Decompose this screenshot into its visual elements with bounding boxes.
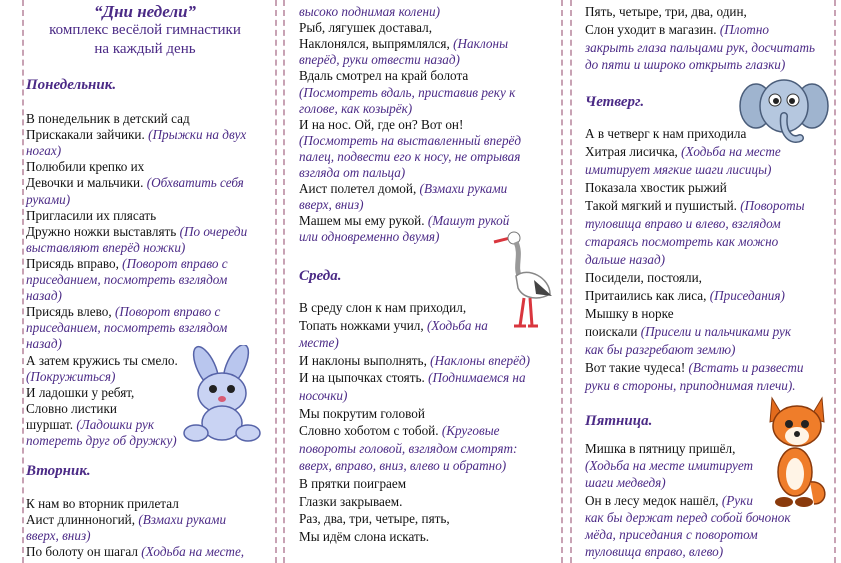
exercise-text: Притаились как лиса, xyxy=(585,288,710,303)
exercise-text: Показала хвостик рыжий xyxy=(585,180,727,195)
exercise-text: Слон уходит в магазин. xyxy=(585,21,720,37)
exercise-text: А в четверг к нам приходила xyxy=(585,126,747,141)
fox-icon xyxy=(762,392,832,510)
exercise-text: Пять, четыре, три, два, один, xyxy=(585,4,747,19)
text-line xyxy=(585,198,805,214)
exercise-text: Раз, два, три, четыре, пять, xyxy=(299,511,450,527)
text-line xyxy=(26,288,62,304)
text-line xyxy=(26,208,156,224)
text-line xyxy=(299,353,530,369)
friday-heading: Пятница. xyxy=(585,413,653,429)
text-line xyxy=(26,336,62,352)
exercise-instruction: выставляют вперёд ножки) xyxy=(26,239,186,255)
text-line xyxy=(585,527,758,543)
exercise-text: Посидели, постояли, xyxy=(585,270,702,285)
exercise-instruction: приседанием, посмотреть взглядом xyxy=(26,272,228,287)
text-line xyxy=(299,85,515,101)
exercise-text: И наклоны выполнять, xyxy=(299,352,431,368)
text-line xyxy=(26,143,61,159)
exercise-text: Словно листики xyxy=(26,400,117,416)
text-line xyxy=(26,159,144,175)
exercise-instruction: вверх, вниз) xyxy=(299,197,364,213)
exercise-text: Прискакали зайчики. xyxy=(26,127,149,143)
exercise-text: Вдаль смотрел на край болота xyxy=(299,68,469,84)
exercise-text: Присядь вправо, xyxy=(26,255,123,271)
exercise-text: Машем мы ему рукой. xyxy=(299,213,428,229)
exercise-text: Он в лесу медок нашёл, xyxy=(585,492,722,508)
monday-heading: Понедельник. xyxy=(26,77,117,93)
exercise-instruction: мёда, приседания с поворотом xyxy=(585,527,758,542)
exercise-text: Девочки и мальчики. xyxy=(26,175,147,191)
text-line xyxy=(585,360,804,376)
exercise-text: Словно хоботом с тобой. xyxy=(299,423,442,439)
text-line xyxy=(26,304,220,320)
text-line xyxy=(299,300,466,316)
exercise-text: И ладошки у ребят, xyxy=(26,384,135,400)
exercise-instruction: туловища вправо и влево, взглядом xyxy=(585,216,781,231)
exercise-instruction: повороты головой, взглядом смотрят: xyxy=(299,440,518,456)
text-line xyxy=(26,528,90,544)
text-line xyxy=(26,512,226,528)
text-line xyxy=(585,306,674,322)
exercise-text: Вот такие чудеса! xyxy=(585,360,689,375)
text-line xyxy=(585,493,753,509)
exercise-text: Мы покрутим головой xyxy=(299,405,425,421)
text-line xyxy=(26,369,115,385)
exercise-text: Мишка в пятницу пришёл, xyxy=(585,441,736,456)
text-line xyxy=(299,494,402,510)
exercise-text: шуршат. xyxy=(26,416,77,432)
exercise-instruction: стараясь посмотреть как можно xyxy=(585,234,779,249)
text-line xyxy=(585,510,791,526)
text-line xyxy=(299,149,520,165)
exercise-instruction: (Руки xyxy=(721,492,753,508)
text-line xyxy=(585,126,746,142)
exercise-text: Наклонялся, выпрямлялся, xyxy=(299,36,454,52)
elephant-icon xyxy=(738,72,830,154)
text-line xyxy=(299,511,450,527)
exercise-instruction: как бы разгребают землю) xyxy=(585,342,736,357)
exercise-instruction: (Присели и пальчиками рук xyxy=(640,324,792,339)
text-line xyxy=(26,496,179,512)
text-line xyxy=(299,406,425,422)
exercise-text: Аист полетел домой, xyxy=(299,181,420,197)
exercise-instruction: закрыть глаза пальцами рук, досчитать xyxy=(585,39,816,55)
text-line xyxy=(585,270,702,286)
exercise-instruction: (Взмахи руками xyxy=(138,512,227,528)
exercise-instruction: назад) xyxy=(26,336,62,352)
exercise-instruction: вверх, вниз) xyxy=(26,528,91,544)
text-line xyxy=(299,36,508,52)
exercise-instruction: (Наклоны вперёд) xyxy=(430,352,531,368)
exercise-instruction: (Посмотреть на выставленный вперёд xyxy=(299,132,522,148)
exercise-instruction: голове, как козырёк) xyxy=(299,100,413,116)
text-line xyxy=(299,133,521,149)
page-subtitle: на каждый день xyxy=(94,41,196,57)
exercise-instruction: или одновременно двумя) xyxy=(299,229,440,245)
exercise-text: Глазки закрываем. xyxy=(299,493,403,509)
exercise-instruction: (Встать и развести xyxy=(688,360,804,375)
exercise-instruction: ногах) xyxy=(26,143,62,159)
text-line xyxy=(585,57,785,73)
exercise-text: В прятки поиграем xyxy=(299,476,407,491)
exercise-text: В понедельник в детский сад xyxy=(26,111,190,126)
exercise-text: Пригласили их плясать xyxy=(26,207,157,223)
exercise-text: В среду слон к нам приходил, xyxy=(299,300,467,315)
text-line xyxy=(26,272,227,288)
text-line xyxy=(299,318,488,334)
text-line xyxy=(26,433,177,449)
text-line xyxy=(26,111,190,127)
exercise-text: Мы идём слона искать. xyxy=(299,528,430,544)
text-line xyxy=(585,234,778,250)
exercise-instruction: (Ходьба на месте, xyxy=(141,544,245,560)
column-2 xyxy=(292,0,562,563)
thursday-heading: Четверг. xyxy=(585,94,645,110)
exercise-text: Такой мягкий и пушистый. xyxy=(585,198,741,213)
text-line xyxy=(299,4,440,20)
text-line xyxy=(299,52,460,68)
text-line xyxy=(585,180,727,196)
exercise-text: По болоту он шагал xyxy=(26,544,142,560)
exercise-instruction: назад) xyxy=(26,288,62,304)
text-line xyxy=(585,288,785,304)
text-line xyxy=(26,320,227,336)
exercise-instruction: (Покружиться) xyxy=(26,368,116,384)
text-line xyxy=(299,197,363,213)
exercise-text: А затем кружись ты смело. xyxy=(26,352,178,368)
exercise-text: Топать ножками учил, xyxy=(299,317,427,333)
column-divider xyxy=(570,0,572,563)
column-3 xyxy=(578,0,840,563)
exercise-instruction: (Прыжки на двух xyxy=(148,127,247,143)
exercise-instruction: взгляда от пальца) xyxy=(299,165,406,180)
bunny-icon xyxy=(176,345,268,445)
text-line xyxy=(585,544,723,560)
text-line xyxy=(26,127,246,143)
exercise-instruction: (Круговые xyxy=(441,423,500,439)
exercise-text: Дружно ножки выставлять xyxy=(26,223,180,239)
exercise-instruction: месте) xyxy=(299,335,339,351)
exercise-instruction: (Поднимаемся на xyxy=(428,370,526,386)
exercise-instruction: (Ходьба на месте xyxy=(681,144,781,159)
exercise-text: поискали xyxy=(585,324,641,339)
text-line xyxy=(299,388,347,404)
exercise-instruction: (Взмахи руками xyxy=(419,181,508,197)
exercise-text: Рыб, лягушек доставал, xyxy=(299,20,433,36)
stork-icon xyxy=(492,230,554,330)
exercise-instruction: (Приседания) xyxy=(709,288,785,303)
exercise-instruction: (По очереди xyxy=(179,223,248,239)
text-line xyxy=(585,475,666,491)
exercise-instruction: носочки) xyxy=(299,388,348,403)
exercise-instruction: как бы держат перед собой бочонок xyxy=(585,509,791,525)
text-line xyxy=(585,252,665,268)
text-line xyxy=(299,117,463,133)
exercise-instruction: до пяти и широко открыть глазки) xyxy=(585,57,786,73)
exercise-text: Хитрая лисичка, xyxy=(585,144,682,159)
exercise-text: И на нос. Ой, где он? Вот он! xyxy=(299,116,464,132)
exercise-instruction: шаги медведя) xyxy=(585,475,666,491)
text-line xyxy=(299,423,500,439)
text-line xyxy=(299,441,517,457)
text-line xyxy=(585,441,735,457)
exercise-instruction: (Повороты xyxy=(740,198,805,213)
wednesday-heading: Среда. xyxy=(299,268,342,284)
text-line xyxy=(26,224,247,240)
exercise-text: К нам во вторник прилетал xyxy=(26,496,179,511)
exercise-instruction: (Наклоны xyxy=(453,36,508,52)
text-line xyxy=(585,216,781,232)
exercise-instruction: вперёд, руки отвести назад) xyxy=(299,52,460,68)
text-line xyxy=(26,175,244,191)
text-line xyxy=(585,342,735,358)
exercise-instruction: (Обхватить себя xyxy=(146,175,244,191)
text-line xyxy=(26,240,185,256)
text-line xyxy=(26,385,134,401)
text-line xyxy=(26,544,244,560)
exercise-instruction: приседанием, посмотреть взглядом xyxy=(26,320,228,336)
exercise-instruction: потереть друг об дружку) xyxy=(26,433,177,448)
text-line xyxy=(299,370,526,386)
exercise-instruction: (Посмотреть вдаль, приставив реку к xyxy=(299,84,516,100)
exercise-instruction: (Плотно xyxy=(719,21,769,37)
column-1 xyxy=(14,0,276,563)
text-line xyxy=(585,162,771,178)
page-subtitle: комплекс весёлой гимнастики xyxy=(49,22,241,38)
exercise-instruction: имитирует мягкие шаги лисицы) xyxy=(585,162,772,177)
text-line xyxy=(299,458,506,474)
text-line xyxy=(585,22,769,38)
text-line xyxy=(299,529,429,545)
text-line xyxy=(299,20,432,36)
exercise-instruction: (Машут рукой xyxy=(427,213,510,229)
text-line xyxy=(26,353,178,369)
column-divider xyxy=(283,0,285,563)
text-line xyxy=(26,256,228,272)
text-line xyxy=(299,68,468,84)
text-line xyxy=(299,476,406,492)
exercise-text: Мышку в норке xyxy=(585,306,674,321)
text-line xyxy=(299,181,507,197)
exercise-text: Присядь влево, xyxy=(26,304,115,320)
exercise-instruction: туловища вправо, влево) xyxy=(585,544,724,560)
text-line xyxy=(585,324,791,340)
exercise-text: И на цыпочках стоять. xyxy=(299,370,429,386)
exercise-text: Аист длинноногий, xyxy=(26,512,139,528)
exercise-instruction: руки в стороны, приподнимая плечи). xyxy=(585,378,796,393)
exercise-instruction: дальше назад) xyxy=(585,252,666,267)
exercise-instruction: палец, подвести его к носу, не отрывая xyxy=(299,148,521,164)
text-line xyxy=(26,192,70,208)
exercise-instruction: (Ходьба на месте имитирует xyxy=(585,458,754,474)
exercise-instruction: (Поворот вправо с xyxy=(122,255,228,271)
text-line xyxy=(299,229,439,245)
text-line xyxy=(585,4,747,20)
exercise-instruction: вверх, вправо, вниз, влево и обратно) xyxy=(299,458,507,474)
exercise-instruction: руками) xyxy=(26,191,71,207)
exercise-instruction: высоко поднимая колени) xyxy=(299,4,440,19)
text-line xyxy=(585,40,815,56)
exercise-text: Полюбили крепко их xyxy=(26,159,145,175)
text-line xyxy=(26,417,154,433)
exercise-instruction: (Поворот вправо с xyxy=(114,304,221,320)
text-line xyxy=(26,401,117,417)
exercise-instruction: (Ладошки рук xyxy=(76,416,155,432)
text-line xyxy=(299,213,509,229)
text-line xyxy=(585,458,753,474)
page-title: “Дни недели” xyxy=(93,2,197,21)
text-line xyxy=(299,335,339,351)
tuesday-heading: Вторник. xyxy=(26,463,91,479)
text-line xyxy=(299,165,405,181)
exercise-instruction: (Ходьба на xyxy=(426,317,488,333)
text-line xyxy=(299,101,412,117)
